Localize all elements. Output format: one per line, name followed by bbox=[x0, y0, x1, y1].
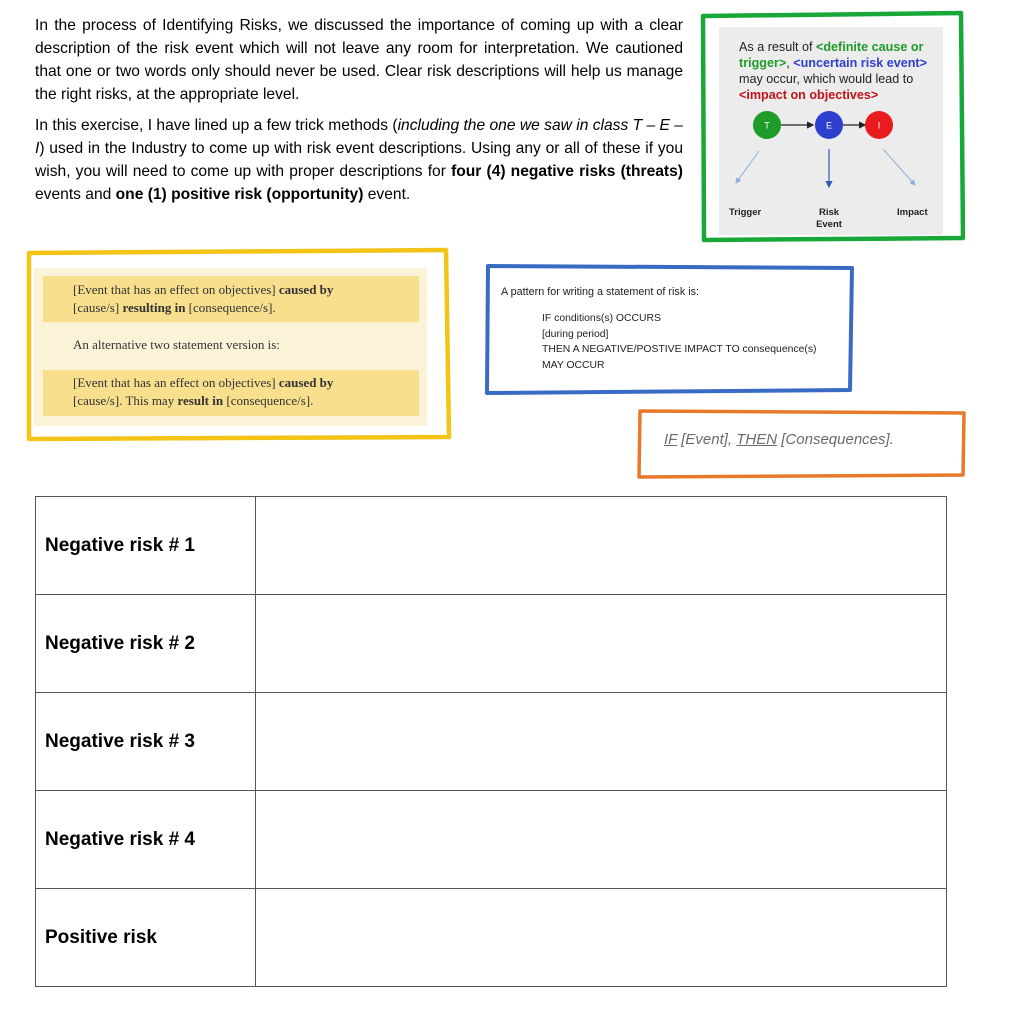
instructions bbox=[35, 14, 683, 214]
arrow-to-impact bbox=[883, 149, 915, 185]
circle-i-label: I bbox=[877, 120, 881, 131]
intro-p2-positive-count: one (1) positive risk (opportunity) bbox=[115, 186, 364, 203]
arrow-to-trigger bbox=[736, 151, 759, 183]
risk-label-line-2: Event bbox=[816, 219, 842, 230]
answer-cell-negative-3[interactable] bbox=[256, 693, 947, 791]
if-then-statement bbox=[664, 431, 894, 448]
row-label: Negative risk # 4 bbox=[36, 791, 256, 889]
pattern-line-1: IF conditions(s) OCCURS bbox=[542, 313, 661, 324]
risk-label-line-1: Risk bbox=[818, 207, 840, 218]
intro-p2-text-3: events and bbox=[35, 186, 116, 203]
table-row bbox=[36, 497, 947, 595]
tei-method-box bbox=[699, 10, 965, 243]
intro-p2-text-4: event. bbox=[363, 186, 411, 203]
consequence-part: [Consequences]. bbox=[777, 431, 894, 448]
table-row bbox=[36, 889, 947, 987]
trigger-label: Trigger bbox=[729, 207, 762, 218]
then-word: THEN bbox=[736, 431, 778, 448]
answer-cell-negative-1[interactable] bbox=[256, 497, 947, 595]
row-label: Negative risk # 1 bbox=[36, 497, 256, 595]
s2-text-2: [cause/s]. This may bbox=[73, 393, 178, 408]
tei-statement bbox=[739, 39, 939, 103]
tei-middle: may occur, which would lead to bbox=[739, 72, 914, 86]
pattern-title: A pattern for writing a statement of risk is: bbox=[501, 286, 700, 298]
row-label: Negative risk # 2 bbox=[36, 595, 256, 693]
statement-two bbox=[73, 374, 333, 410]
s1-text-3: [consequence/s]. bbox=[185, 300, 276, 315]
intro-paragraph-1: In the process of Identifying Risks, we discussed the importance of coming up with a clear description of the risk event which will not leave any room for interpretation. We cautioned that one or two words only should never be used. Clear risk descriptions will help us manage the right risks, at the appropriate level. bbox=[35, 17, 683, 103]
intro-p2-text-2: ) used in the Industry to come up with risk event descriptions. Using any or all of these if you wish, you will need to come up with proper descriptions for bbox=[35, 140, 683, 180]
tei-prefix: As a result of bbox=[739, 40, 816, 54]
pattern-lines bbox=[542, 311, 816, 373]
pattern-line-2: [during period] bbox=[542, 328, 609, 340]
impact-label: Impact bbox=[897, 207, 928, 218]
s2-caused-by: caused by bbox=[278, 375, 334, 390]
s1-text-1: [Event that has an effect on objectives] bbox=[73, 282, 279, 297]
tei-panel bbox=[719, 27, 943, 235]
s2-text-3: [consequence/s]. bbox=[223, 393, 314, 408]
intro-p2-italic: including the one we saw in class T – E – I bbox=[35, 117, 683, 157]
tei-comma: , bbox=[786, 56, 794, 70]
risk-answer-table bbox=[35, 496, 947, 987]
event-part: [Event], bbox=[677, 431, 737, 448]
intro-paragraph-2 bbox=[35, 114, 683, 206]
s2-result-in: result in bbox=[177, 393, 224, 408]
row-label: Positive risk bbox=[36, 889, 256, 987]
alternative-label: An alternative two statement version is: bbox=[73, 337, 280, 352]
if-word: IF bbox=[664, 431, 678, 448]
answer-cell-negative-2[interactable] bbox=[256, 595, 947, 693]
risk-event-label bbox=[813, 207, 845, 231]
pattern-line-4: MAY OCCUR bbox=[542, 359, 605, 371]
tei-event-phrase: <uncertain risk event> bbox=[793, 56, 927, 70]
answer-cell-negative-4[interactable] bbox=[256, 791, 947, 889]
circle-e-label: E bbox=[825, 120, 833, 131]
table-row bbox=[36, 595, 947, 693]
s1-text-2: [cause/s] bbox=[73, 300, 123, 315]
tei-impact-phrase: <impact on objectives> bbox=[739, 88, 879, 102]
s1-caused-by: caused by bbox=[278, 282, 334, 297]
tei-trigger-phrase: <definite cause or trigger> bbox=[739, 40, 924, 70]
intro-p2-text-1: In this exercise, I have lined up a few trick methods ( bbox=[35, 117, 398, 134]
row-label: Negative risk # 3 bbox=[36, 693, 256, 791]
tei-diagram bbox=[719, 109, 943, 209]
pattern-line-3: THEN A NEGATIVE/POSTIVE IMPACT TO consequence(s) bbox=[542, 344, 817, 355]
s2-text-1: [Event that has an effect on objectives] bbox=[73, 375, 279, 390]
intro-p2-negative-count: four (4) negative risks (threats) bbox=[451, 163, 683, 180]
answer-cell-positive[interactable] bbox=[256, 889, 947, 987]
s1-resulting-in: resulting in bbox=[122, 300, 186, 315]
statement-one bbox=[73, 281, 333, 317]
table-row bbox=[36, 693, 947, 791]
table-row bbox=[36, 791, 947, 889]
circle-t-label: T bbox=[764, 120, 770, 131]
